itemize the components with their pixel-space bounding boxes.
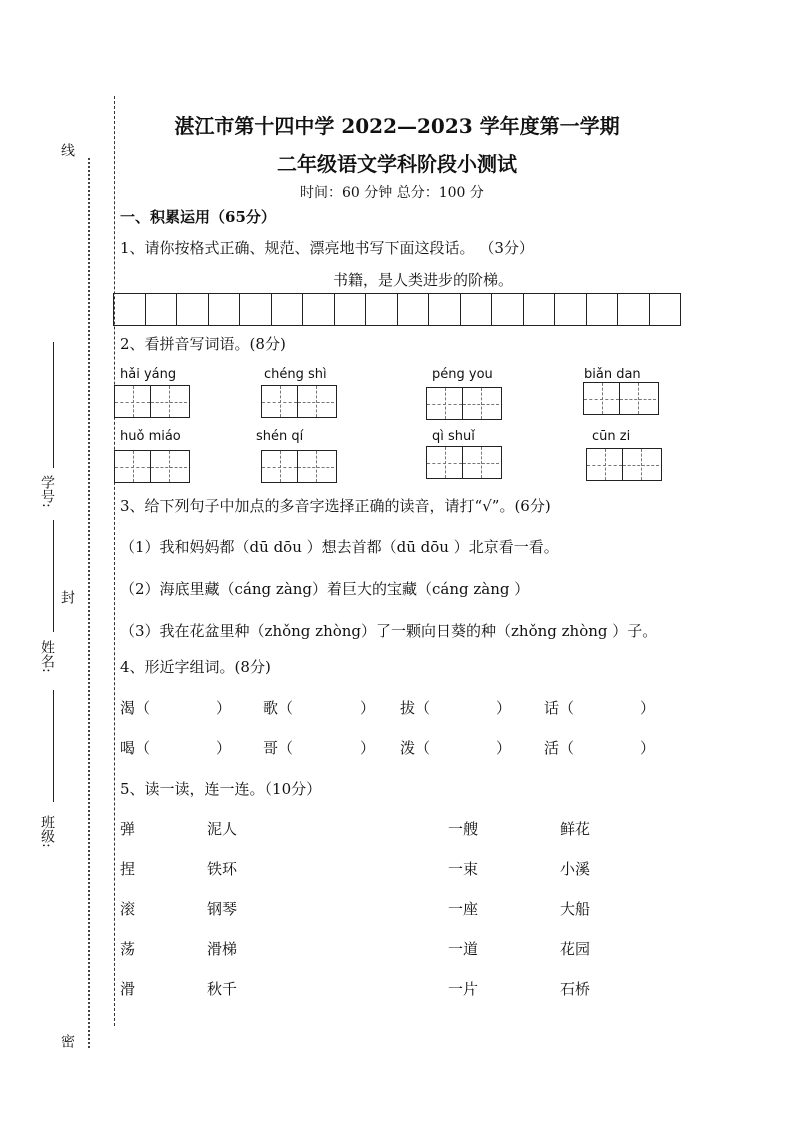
q4-char: 歌（ [263, 699, 294, 717]
match-item[interactable]: 大船 [560, 900, 591, 918]
match-item[interactable]: 一道 [448, 940, 479, 958]
pinyin-label: shén qí [256, 429, 304, 444]
match-item[interactable]: 花园 [560, 940, 591, 958]
match-item[interactable]: 荡 [120, 940, 136, 958]
student-no-blank[interactable] [53, 342, 54, 468]
match-item[interactable]: 一片 [448, 980, 479, 998]
name-blank[interactable] [53, 520, 54, 632]
q4-close: ） [640, 739, 656, 757]
q4-char: 拔（ [400, 699, 431, 717]
tian-grid[interactable] [426, 446, 502, 479]
exam-subtitle: 二年级语文学科阶段小测试 [277, 152, 517, 176]
q4-close: ） [360, 739, 376, 757]
q4-close: ） [496, 739, 512, 757]
match-item[interactable]: 泥人 [207, 820, 238, 838]
q3-sentence-3: （3）我在花盆里种（zhǒng zhòng）了一颗向日葵的种（zhǒng zhòng ）子。 [120, 622, 658, 640]
q3-prompt: 3、给下列句子中加点的多音字选择正确的读音，请打“√”。(6分) [120, 497, 551, 515]
sealed-char: 密 [59, 1034, 75, 1048]
tian-grid[interactable] [261, 450, 337, 483]
q1-sentence: 书籍，是人类进步的阶梯。 [333, 271, 514, 289]
pinyin-label: hǎi yáng [120, 367, 177, 382]
match-item[interactable]: 弹 [120, 820, 136, 838]
match-item[interactable]: 滚 [120, 900, 136, 918]
q4-close: ） [640, 699, 656, 717]
q4-char: 哥（ [263, 739, 294, 757]
q1-prompt: 1、请你按格式正确、规范、漂亮地书写下面这段话。 （3分） [120, 239, 534, 257]
match-item[interactable]: 一座 [448, 900, 479, 918]
q4-prompt: 4、形近字组词。(8分) [120, 658, 271, 676]
tian-grid[interactable] [114, 450, 190, 483]
q4-char: 话（ [544, 699, 575, 717]
q4-close: ） [360, 699, 376, 717]
class-label: 班级: [39, 815, 55, 848]
q4-char: 泼（ [400, 739, 431, 757]
pinyin-label: péng you [432, 367, 493, 382]
writing-grid[interactable] [113, 293, 681, 326]
tian-grid[interactable] [583, 382, 659, 415]
tian-grid[interactable] [586, 448, 662, 481]
q4-char: 渴（ [120, 699, 151, 717]
class-blank[interactable] [53, 690, 54, 802]
q3-sentence-1: （1）我和妈妈都（dū dōu ）想去首都（dū dōu ）北京看一看。 [120, 538, 559, 556]
q4-close: ） [216, 699, 232, 717]
pinyin-label: qì shuǐ [432, 429, 475, 444]
pinyin-label: huǒ miáo [120, 429, 181, 444]
student-no-label: 学号: [39, 475, 55, 508]
tian-grid[interactable] [426, 387, 502, 420]
match-item[interactable]: 石桥 [560, 980, 591, 998]
match-item[interactable]: 秋千 [207, 980, 238, 998]
cut-line [114, 96, 115, 1026]
seal-char: 封 [59, 590, 75, 604]
exam-title: 湛江市第十四中学 2022—2023 学年度第一学期 [174, 114, 620, 138]
match-item[interactable]: 铁环 [207, 860, 238, 878]
q4-char: 喝（ [120, 739, 151, 757]
pinyin-label: cūn zi [592, 429, 631, 444]
q4-close: ） [216, 739, 232, 757]
match-item[interactable]: 一束 [448, 860, 479, 878]
match-item[interactable]: 捏 [120, 860, 136, 878]
match-item[interactable]: 钢琴 [207, 900, 238, 918]
match-item[interactable]: 滑梯 [207, 940, 238, 958]
line-char: 线 [59, 143, 75, 157]
q2-prompt: 2、看拼音写词语。(8分) [120, 335, 286, 353]
q5-prompt: 5、读一读，连一连。（10分） [120, 780, 322, 798]
pinyin-label: biǎn dan [584, 367, 641, 382]
match-item[interactable]: 一艘 [448, 820, 479, 838]
seal-line [88, 158, 90, 1048]
tian-grid[interactable] [261, 385, 337, 418]
q3-sentence-2: （2）海底里藏（cáng zàng）着巨大的宝藏（cáng zàng ） [120, 580, 530, 598]
section-heading: 一、积累运用（65分） [120, 208, 276, 226]
q4-close: ） [496, 699, 512, 717]
name-label: 姓名: [39, 640, 55, 673]
pinyin-label: chéng shì [264, 367, 327, 382]
match-item[interactable]: 小溪 [560, 860, 591, 878]
match-item[interactable]: 鲜花 [560, 820, 591, 838]
exam-info: 时间：60 分钟 总分：100 分 [300, 185, 484, 201]
q4-char: 活（ [544, 739, 575, 757]
tian-grid[interactable] [114, 385, 190, 418]
match-item[interactable]: 滑 [120, 980, 136, 998]
